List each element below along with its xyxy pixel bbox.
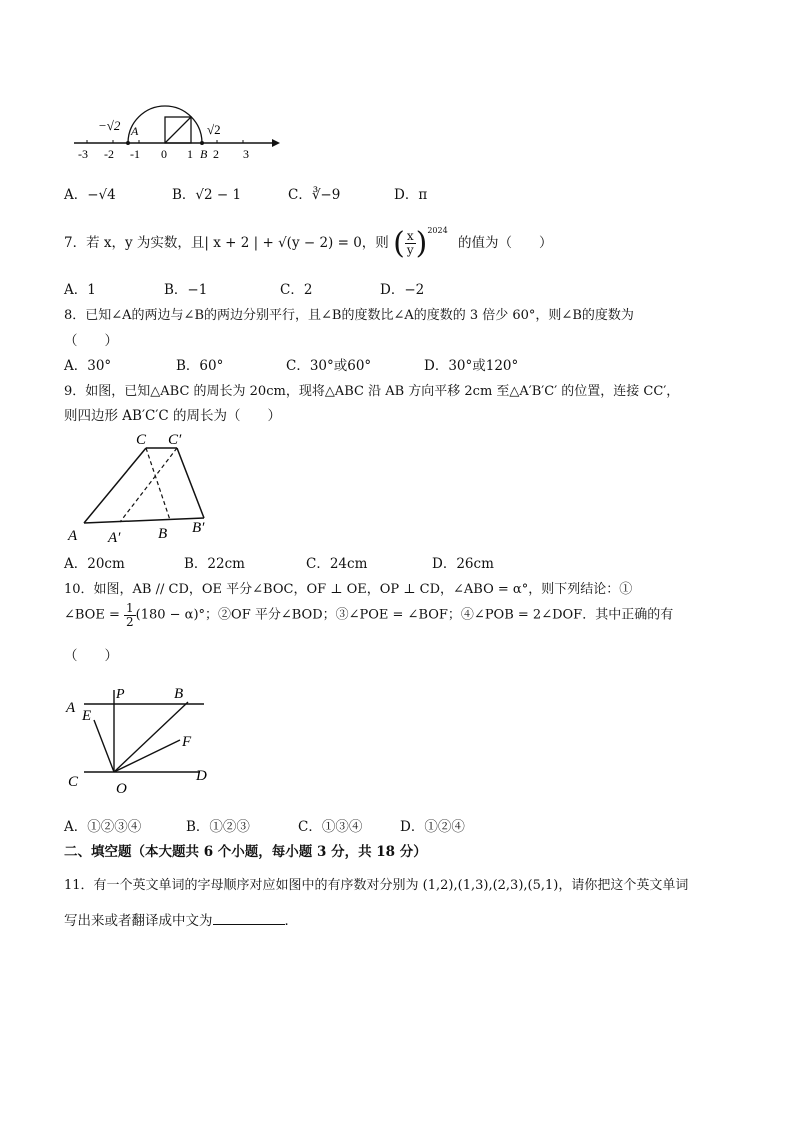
label-neg-sqrt2: −√2 [98, 118, 121, 133]
q7-stem-end: 的值为（ ） [457, 235, 553, 251]
q11-stem-line2: 写出来或者翻译成中文为 ． [64, 909, 298, 929]
q7-option-d: D．−2 [380, 282, 425, 298]
q10-option-a: A．①②③④ [64, 819, 142, 835]
q7-stem-start: 7．若 x，y 为实数，且| x + 2 | + √(y − 2) = 0，则 [64, 235, 389, 251]
q9-option-d: D．26cm [432, 556, 494, 572]
q10-stem-line2: ∠BOE = $\frac{1}{2}$ (180 − α)°；②OF 平分∠BOD；③∠POE = ∠BOF；④∠POB = 2∠DOF．其中正确的有 [64, 601, 674, 629]
q10-parallel-lines-figure [64, 680, 224, 800]
section-heading: 二、填空题（本大题共 6 个小题，每小题 3 分，共 18 分） [64, 844, 427, 860]
q8-option-c: C．30°或60° [286, 358, 372, 374]
q7-fraction: $\frac{x}{y}$ [406, 229, 414, 257]
label-c-prime: C′ [168, 432, 182, 448]
label-d: D [196, 768, 207, 784]
q6-option-d: D．π [394, 187, 428, 203]
q9-option-c: C．24cm [306, 556, 368, 572]
q6-option-b: B．√2 − 1 [172, 187, 242, 203]
label-p: P [116, 687, 125, 702]
label-c: C [136, 432, 147, 448]
q6-option-a: A．−√4 [64, 187, 116, 203]
point-b [200, 141, 204, 145]
q11-stem-line1: 11．有一个英文单词的字母顺序对应如图中的有序数对分别为 (1,2),(1,3),(2,3),(5,1)，请你把这个英文单词 [64, 878, 689, 893]
q8-stem-line2: （ ） [64, 333, 118, 349]
q10-option-d: D．①②④ [400, 819, 465, 835]
q6-option-c: C．∛−9 [288, 187, 341, 203]
q7-option-b: B．−1 [164, 282, 208, 298]
tick-label: 2 [213, 147, 219, 161]
label-b: B [174, 686, 184, 702]
q10-option-c: C．①③④ [298, 819, 363, 835]
tick-label: 3 [243, 147, 249, 161]
label-pos-sqrt2: √2 [207, 122, 221, 137]
tick-label: -2 [104, 147, 114, 161]
q7-option-c: C．2 [280, 282, 313, 298]
q7-stem: 7．若 x，y 为实数，且| x + 2 | + √(y − 2) = 0，则 ( $\frac{x}{y}$ )$^{2024}$ 的值为（ ） [64, 226, 553, 261]
q7-option-a: A．1 [64, 282, 96, 298]
answer-blank[interactable] [213, 911, 285, 926]
q10-fraction: $\frac{1}{2}$ [126, 601, 134, 629]
q9-stem-line2: 则四边形 AB′C′C 的周长为（ ） [64, 408, 282, 424]
label-a: A [66, 700, 76, 716]
q8-option-a: A．30° [64, 358, 112, 374]
label-b-prime: B′ [192, 520, 205, 536]
label-o: O [116, 781, 127, 797]
q10-stem-line3: （ ） [64, 648, 118, 664]
label-b: B [200, 147, 208, 161]
tick-label: 0 [161, 147, 167, 161]
label-c: C [68, 774, 79, 790]
label-a: A [131, 124, 139, 138]
point-a [126, 141, 130, 145]
q9-stem-line1: 9．如图，已知△ABC 的周长为 20cm，现将△ABC 沿 AB 方向平移 2cm 至△A′B′C′ 的位置，连接 CC′， [64, 384, 680, 399]
q10-option-b: B．①②③ [186, 819, 250, 835]
label-b: B [158, 526, 168, 542]
q9-translation-figure [64, 428, 224, 548]
number-line-figure [72, 100, 292, 160]
q9-option-a: A．20cm [64, 556, 125, 572]
q8-option-d: D．30°或120° [424, 358, 519, 374]
label-a-prime: A′ [108, 530, 121, 546]
label-f: F [182, 734, 192, 750]
label-e: E [82, 708, 92, 724]
q9-option-b: B．22cm [184, 556, 245, 572]
label-a: A [68, 528, 78, 544]
q10-stem-line1: 10．如图，AB // CD，OE 平分∠BOC，OF ⊥ OE，OP ⊥ CD，∠ABO = α°，则下列结论：① [64, 582, 633, 597]
q7-exponent: 2024 [427, 226, 448, 235]
tick-label: -1 [130, 147, 140, 161]
q8-stem-line1: 8．已知∠A的两边与∠B的两边分别平行，且∠B的度数比∠A的度数的 3 倍少 60°，则∠B的度数为 [64, 308, 634, 323]
tick-label: 1 [187, 147, 193, 161]
q8-option-b: B．60° [176, 358, 224, 374]
tick-label: -3 [78, 147, 88, 161]
